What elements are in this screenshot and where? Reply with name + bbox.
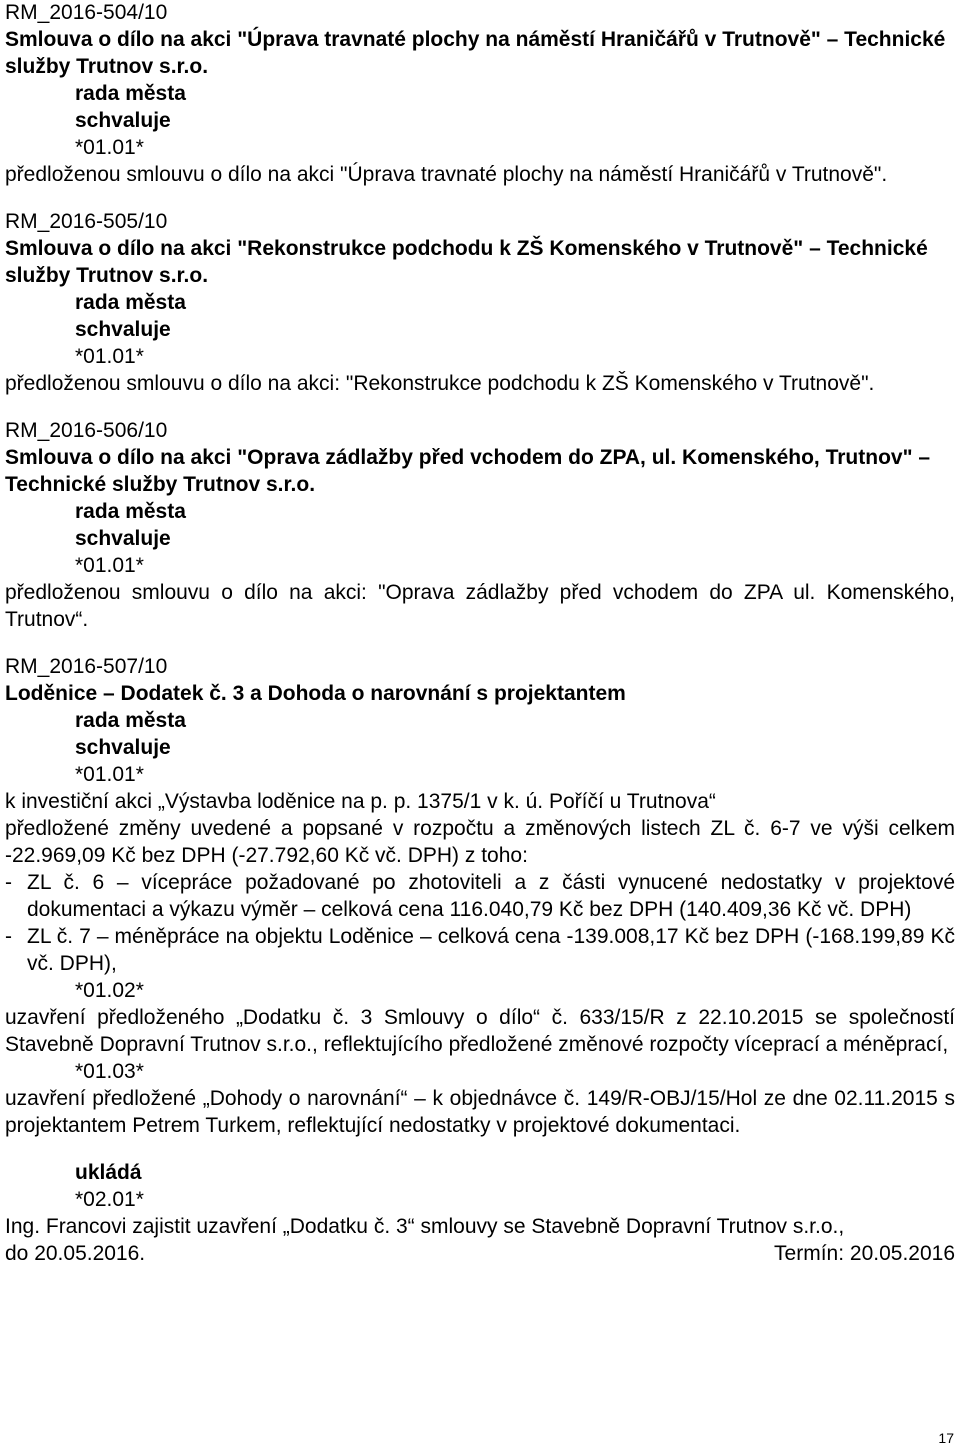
council-label: rada města: [75, 291, 186, 314]
resolution-code: *01.01*: [75, 345, 144, 368]
list-item: [5, 923, 955, 977]
deadline: Termín: 20.05.2016: [774, 1242, 955, 1265]
decision-verb: ukládá: [75, 1161, 142, 1184]
resolution-text: předloženou smlouvu o dílo na akci "Úprava travnaté plochy na náměstí Hraničářů v Trutnově".: [5, 163, 888, 186]
resolution-id: RM_2016-505/10: [5, 210, 168, 233]
investment-line: k investiční akci „Výstavba loděnice na p. p. 1375/1 v k. ú. Poříčí u Trutnova“: [5, 790, 716, 813]
resolution-title: Smlouva o dílo na akci "Oprava zádlažby před vchodem do ZPA, ul. Komenského, Trutnov" – Technické služby Trutnov s.r.o.: [5, 446, 931, 496]
decision-verb: schvaluje: [75, 318, 171, 341]
resolution-code: *01.01*: [75, 554, 144, 577]
resolution-id: RM_2016-507/10: [5, 655, 168, 678]
council-label: rada města: [75, 82, 186, 105]
resolution-code: *02.01*: [75, 1188, 144, 1211]
decision-verb: schvaluje: [75, 109, 171, 132]
changes-text: předložené změny uvedené a popsané v rozpočtu a změnových listech ZL č. 6-7 ve výši celkem -22.969,09 Kč bez DPH (-27.792,60 Kč vč. DPH) z toho:: [5, 817, 955, 867]
resolution-code: *01.01*: [75, 136, 144, 159]
resolution-code: *01.01*: [75, 763, 144, 786]
resolution-507: [5, 653, 955, 1267]
resolution-506: [5, 417, 955, 633]
list-dash: -: [5, 925, 12, 948]
council-label: rada města: [75, 500, 186, 523]
list-dash: -: [5, 871, 12, 894]
resolution-id: RM_2016-504/10: [5, 1, 168, 24]
resolution-code: *01.02*: [75, 979, 144, 1002]
amendment-text: uzavření předloženého „Dodatku č. 3 Smlouvy o dílo“ č. 633/15/R z 22.10.2015 se společností Stavebně Dopravní Trutnov s.r.o., reflektujícího předložené změnové rozpočty víceprací a méněprací,: [5, 1006, 955, 1056]
deadline-row: [5, 1240, 955, 1267]
resolution-id: RM_2016-506/10: [5, 419, 168, 442]
resolution-505: [5, 208, 955, 397]
list-item-text: ZL č. 6 – vícepráce požadované po zhotoviteli a z části vynucené nedostatky v projektové dokumentaci a výkazu výměr – celková cena 116.040,79 Kč bez DPH (140.409,36 Kč vč. DPH): [27, 871, 955, 921]
resolution-code: *01.03*: [75, 1060, 144, 1083]
settlement-text: uzavření předložené „Dohody o narovnání“ – k objednávce č. 149/R-OBJ/15/Hol ze dne 02.11.2015 s projektantem Petrem Turkem, reflektující nedostatky v projektové dokumentaci.: [5, 1087, 955, 1137]
decision-verb: schvaluje: [75, 527, 171, 550]
resolution-title: Smlouva o dílo na akci "Úprava travnaté plochy na náměstí Hraničářů v Trutnově" – Technické služby Trutnov s.r.o.: [5, 28, 946, 78]
change-list: [5, 869, 955, 977]
task-text-end: do 20.05.2016.: [5, 1242, 146, 1265]
council-label: rada města: [75, 709, 186, 732]
resolution-title: Loděnice – Dodatek č. 3 a Dohoda o narovnání s projektantem: [5, 682, 626, 705]
decision-verb: schvaluje: [75, 736, 171, 759]
task-text: Ing. Francovi zajistit uzavření „Dodatku č. 3“ smlouvy se Stavebně Dopravní Trutnov s.r.o.,: [5, 1215, 845, 1238]
list-item-text: ZL č. 7 – méněpráce na objektu Loděnice – celková cena -139.008,17 Kč bez DPH (-168.199,89 Kč vč. DPH),: [27, 925, 955, 975]
resolution-504: [5, 0, 955, 188]
resolution-title: Smlouva o dílo na akci "Rekonstrukce podchodu k ZŠ Komenského v Trutnově" – Technické služby Trutnov s.r.o.: [5, 237, 928, 287]
resolution-text: předloženou smlouvu o dílo na akci: "Oprava zádlažby před vchodem do ZPA ul. Komenského, Trutnov“.: [5, 581, 955, 631]
list-item: [5, 869, 955, 923]
document-content: [5, 0, 955, 1267]
page-number: 17: [938, 1430, 954, 1446]
resolution-text: předloženou smlouvu o dílo na akci: "Rekonstrukce podchodu k ZŠ Komenského v Trutnově".: [5, 372, 875, 395]
